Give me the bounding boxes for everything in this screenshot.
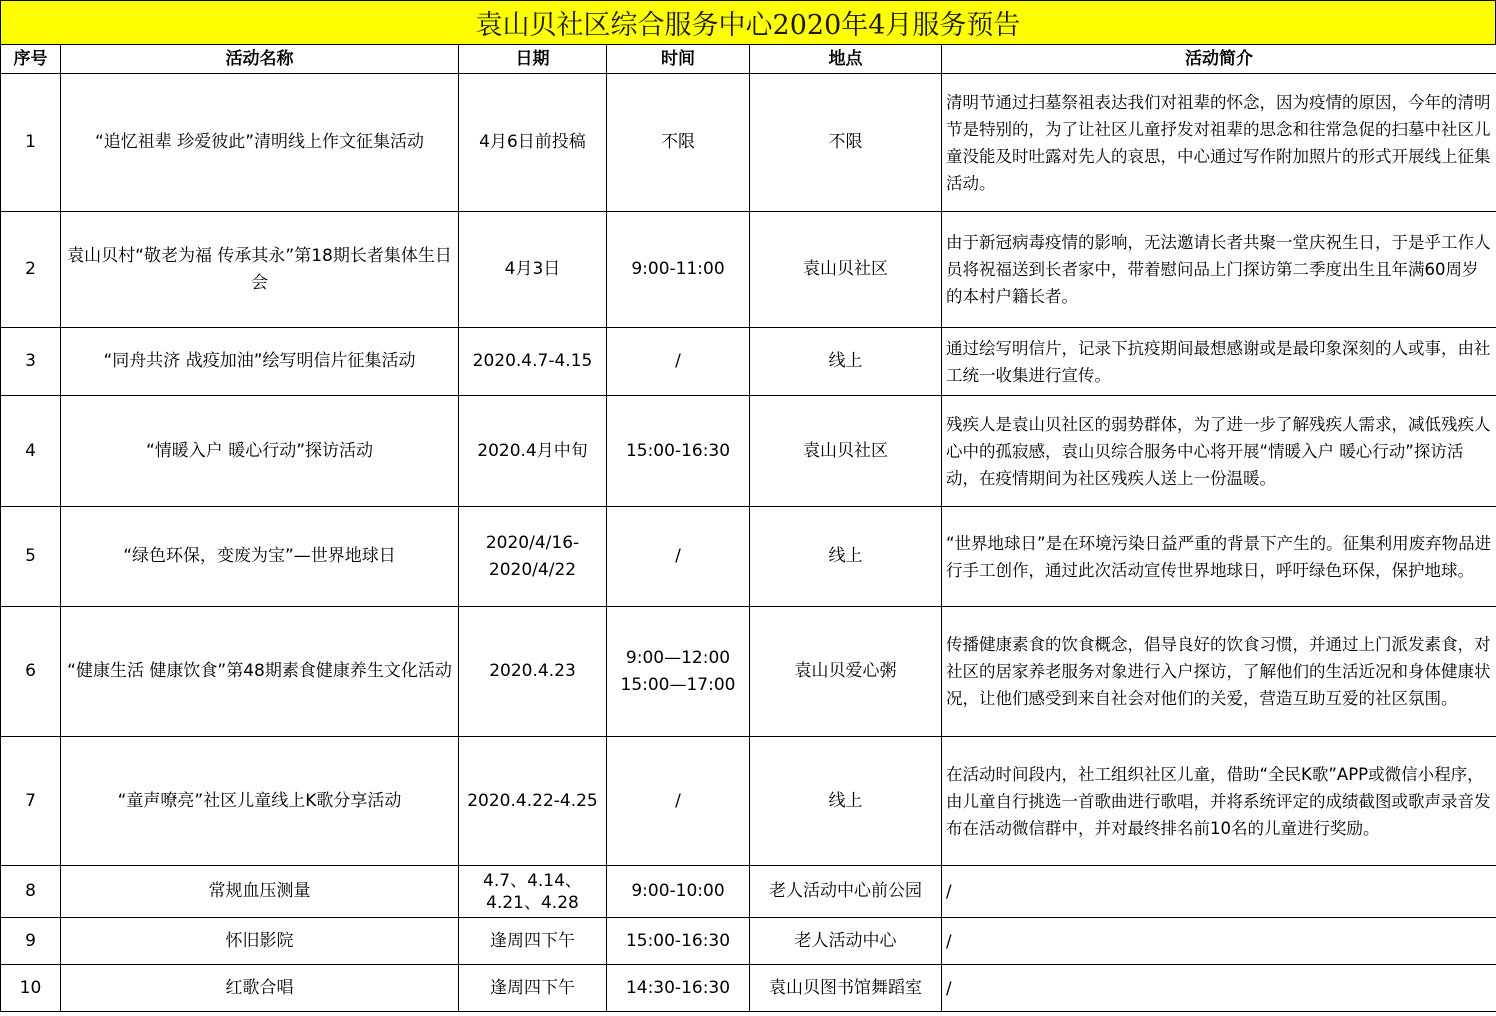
header-date: 日期 <box>459 45 607 74</box>
cell-name[interactable]: 袁山贝村“敬老为福 传承其永”第18期长者集体生日会 <box>61 212 459 328</box>
cell-desc[interactable]: 清明节通过扫墓祭祖表达我们对祖辈的怀念，因为疫情的原因，今年的清明节是特别的，为了让社区儿童抒发对祖辈的思念和往常急促的扫墓中社区儿童没能及时吐露对先人的哀思，中心通过写作附加照片的形式开展线上征集活动。 <box>942 74 1496 212</box>
cell-place[interactable]: 不限 <box>750 74 942 212</box>
cell-desc[interactable]: 残疾人是袁山贝社区的弱势群体，为了进一步了解残疾人需求，减低残疾人心中的孤寂感，袁山贝综合服务中心将开展“情暖入户 暖心行动”探访活动，在疫情期间为社区残疾人送上一份温暖。 <box>942 396 1496 507</box>
table-row <box>1 607 1496 737</box>
cell-place[interactable]: 线上 <box>750 507 942 607</box>
cell-date[interactable]: 4月3日 <box>459 212 607 328</box>
cell-place[interactable]: 线上 <box>750 328 942 396</box>
cell-time[interactable]: 9:00-10:00 <box>607 866 750 918</box>
cell-time[interactable]: 不限 <box>607 74 750 212</box>
cell-time[interactable]: / <box>607 328 750 396</box>
table-row <box>1 866 1496 918</box>
cell-name[interactable]: “绿色环保，变废为宝”—世界地球日 <box>61 507 459 607</box>
cell-no[interactable]: 7 <box>1 737 61 866</box>
cell-place[interactable]: 袁山贝图书馆舞蹈室 <box>750 965 942 1012</box>
header-desc: 活动简介 <box>942 45 1496 74</box>
header-time: 时间 <box>607 45 750 74</box>
cell-no[interactable]: 9 <box>1 918 61 965</box>
cell-no[interactable]: 8 <box>1 866 61 918</box>
cell-date[interactable]: 逢周四下午 <box>459 965 607 1012</box>
cell-date[interactable]: 2020.4.23 <box>459 607 607 737</box>
cell-name[interactable]: “同舟共济 战疫加油”绘写明信片征集活动 <box>61 328 459 396</box>
cell-date[interactable]: 2020.4月中旬 <box>459 396 607 507</box>
cell-no[interactable]: 6 <box>1 607 61 737</box>
cell-desc[interactable]: / <box>942 866 1496 918</box>
table-row <box>1 965 1496 1012</box>
cell-place[interactable]: 袁山贝社区 <box>750 396 942 507</box>
table-row <box>1 328 1496 396</box>
cell-name[interactable]: “健康生活 健康饮食”第48期素食健康养生文化活动 <box>61 607 459 737</box>
header-name: 活动名称 <box>61 45 459 74</box>
cell-name[interactable]: “童声嘹亮”社区儿童线上K歌分享活动 <box>61 737 459 866</box>
cell-date[interactable]: 逢周四下午 <box>459 918 607 965</box>
cell-time[interactable]: 15:00-16:30 <box>607 396 750 507</box>
cell-name[interactable]: 怀旧影院 <box>61 918 459 965</box>
cell-time[interactable]: / <box>607 737 750 866</box>
cell-date[interactable]: 2020/4/16-2020/4/22 <box>459 507 607 607</box>
table-row <box>1 212 1496 328</box>
cell-time[interactable]: / <box>607 507 750 607</box>
cell-desc[interactable]: 通过绘写明信片，记录下抗疫期间最想感谢或是最印象深刻的人或事，由社工统一收集进行宣传。 <box>942 328 1496 396</box>
schedule-table <box>0 44 1496 1012</box>
cell-desc[interactable]: 传播健康素食的饮食概念，倡导良好的饮食习惯，并通过上门派发素食，对社区的居家养老服务对象进行入户探访，了解他们的生活近况和身体健康状况，让他们感受到来自社会对他们的关爱，营造互助互爱的社区氛围。 <box>942 607 1496 737</box>
table-row <box>1 737 1496 866</box>
cell-place[interactable]: 袁山贝社区 <box>750 212 942 328</box>
header-place: 地点 <box>750 45 942 74</box>
cell-time[interactable]: 15:00-16:30 <box>607 918 750 965</box>
cell-place[interactable]: 老人活动中心 <box>750 918 942 965</box>
cell-desc[interactable]: / <box>942 965 1496 1012</box>
cell-name[interactable]: 常规血压测量 <box>61 866 459 918</box>
cell-name[interactable]: “情暖入户 暖心行动”探访活动 <box>61 396 459 507</box>
table-row <box>1 507 1496 607</box>
table-row <box>1 74 1496 212</box>
cell-place[interactable]: 线上 <box>750 737 942 866</box>
cell-no[interactable]: 4 <box>1 396 61 507</box>
cell-no[interactable]: 5 <box>1 507 61 607</box>
cell-place[interactable]: 袁山贝爱心粥 <box>750 607 942 737</box>
header-row <box>1 45 1496 74</box>
cell-date[interactable]: 4月6日前投稿 <box>459 74 607 212</box>
cell-date[interactable]: 2020.4.22-4.25 <box>459 737 607 866</box>
cell-time[interactable]: 9:00—12:00 15:00—17:00 <box>607 607 750 737</box>
table-row <box>1 918 1496 965</box>
cell-name[interactable]: “追忆祖辈 珍爱彼此”清明线上作文征集活动 <box>61 74 459 212</box>
cell-desc[interactable]: “世界地球日”是在环境污染日益严重的背景下产生的。征集利用废弃物品进行手工创作，通过此次活动宣传世界地球日，呼吁绿色环保，保护地球。 <box>942 507 1496 607</box>
cell-no[interactable]: 2 <box>1 212 61 328</box>
cell-no[interactable]: 10 <box>1 965 61 1012</box>
cell-desc[interactable]: 由于新冠病毒疫情的影响，无法邀请长者共聚一堂庆祝生日，于是乎工作人员将祝福送到长者家中，带着慰问品上门探访第二季度出生且年满60周岁的本村户籍长者。 <box>942 212 1496 328</box>
cell-desc[interactable]: / <box>942 918 1496 965</box>
cell-place[interactable]: 老人活动中心前公园 <box>750 866 942 918</box>
table-row <box>1 396 1496 507</box>
cell-date[interactable]: 2020.4.7-4.15 <box>459 328 607 396</box>
sheet-title: 袁山贝社区综合服务中心2020年4月服务预告 <box>0 0 1496 44</box>
header-no: 序号 <box>1 45 61 74</box>
cell-no[interactable]: 1 <box>1 74 61 212</box>
cell-no[interactable]: 3 <box>1 328 61 396</box>
cell-time[interactable]: 9:00-11:00 <box>607 212 750 328</box>
cell-desc[interactable]: 在活动时间段内，社工组织社区儿童，借助“全民K歌”APP或微信小程序，由儿童自行挑选一首歌曲进行歌唱，并将系统评定的成绩截图或歌声录音发布在活动微信群中，并对最终排名前10名的儿童进行奖励。 <box>942 737 1496 866</box>
cell-date[interactable]: 4.7、4.14、4.21、4.28 <box>459 866 607 918</box>
cell-name[interactable]: 红歌合唱 <box>61 965 459 1012</box>
cell-time[interactable]: 14:30-16:30 <box>607 965 750 1012</box>
